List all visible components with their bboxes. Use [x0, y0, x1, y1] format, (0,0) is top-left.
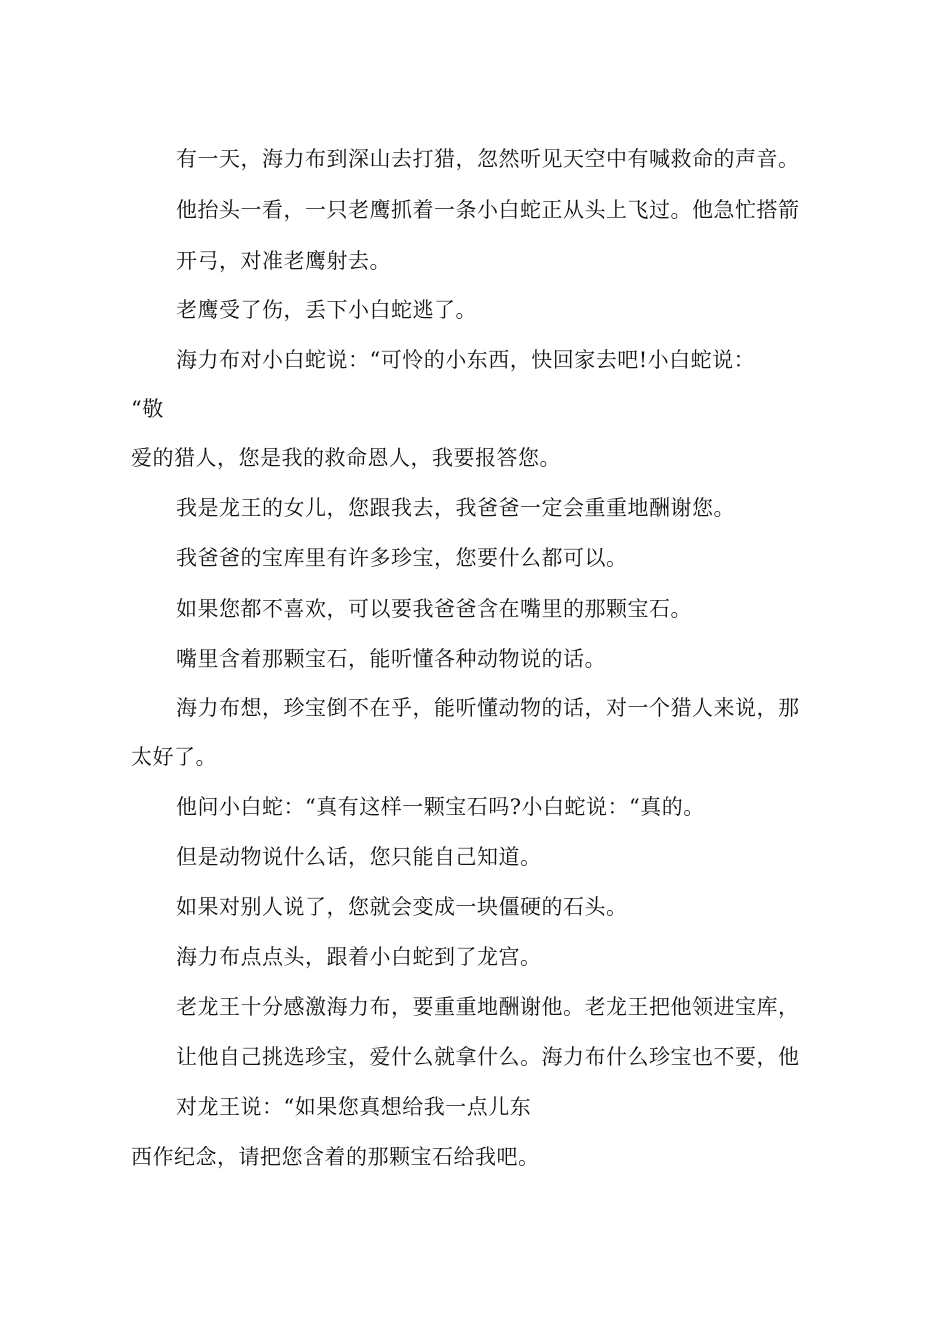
text-line: 海力布点点头，跟着小白蛇到了龙宫。 [176, 945, 542, 969]
text-line: 海力布对小白蛇说：“可怜的小东西，快回家去吧!小白蛇说： [176, 348, 756, 372]
text-line: 对龙王说：“如果您真想给我一点儿东 [176, 1095, 532, 1119]
text-line: 开弓，对准老鹰射去。 [176, 249, 391, 273]
text-line: 如果对别人说了，您就会变成一块僵硬的石头。 [176, 895, 628, 919]
text-line: 让他自己挑选珍宝，爱什么就拿什么。海力布什么珍宝也不要，他 [176, 1045, 800, 1069]
text-line: 他问小白蛇：“真有这样一颗宝石吗?小白蛇说：“真的。 [176, 795, 705, 819]
text-line: 我是龙王的女儿，您跟我去，我爸爸一定会重重地酬谢您。 [176, 496, 735, 520]
text-line: 爱的猎人，您是我的救命恩人，我要报答您。 [131, 446, 561, 470]
text-line: 老鹰受了伤，丢下小白蛇逃了。 [176, 298, 477, 322]
text-line: 但是动物说什么话，您只能自己知道。 [176, 845, 542, 869]
text-line: 有一天，海力布到深山去打猎，忽然听见天空中有喊救命的声音。 [176, 147, 800, 171]
text-line: 嘴里含着那颗宝石，能听懂各种动物说的话。 [176, 647, 606, 671]
text-line: 老龙王十分感激海力布，要重重地酬谢他。老龙王把他领进宝库， [176, 995, 800, 1019]
text-line: 西作纪念，请把您含着的那颗宝石给我吧。 [131, 1145, 540, 1169]
text-line: 如果您都不喜欢，可以要我爸爸含在嘴里的那颗宝石。 [176, 597, 692, 621]
text-line: “敬 [131, 397, 164, 421]
text-line: 海力布想，珍宝倒不在乎，能听懂动物的话，对一个猎人来说，那 [176, 696, 800, 720]
text-line: 他抬头一看，一只老鹰抓着一条小白蛇正从头上飞过。他急忙搭箭 [176, 198, 800, 222]
text-line: 太好了。 [131, 745, 217, 769]
text-line: 我爸爸的宝库里有许多珍宝，您要什么都可以。 [176, 546, 628, 570]
